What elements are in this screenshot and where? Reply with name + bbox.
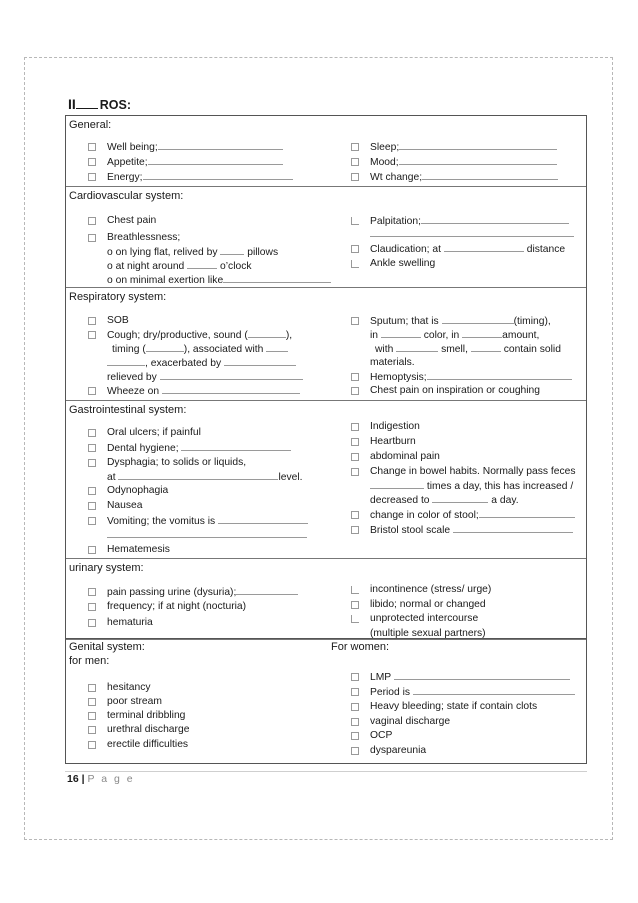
checkbox[interactable] [351, 511, 359, 519]
checkbox[interactable] [351, 747, 359, 755]
item-label: erectile difficulties [107, 739, 189, 750]
checkbox[interactable] [88, 684, 96, 692]
sub-item-text: smell, [441, 344, 468, 355]
item-label: Oral ulcers; if painful [107, 427, 201, 438]
item-label: Heartburn [370, 436, 416, 447]
checkbox[interactable] [88, 517, 96, 525]
sub-item-text: decreased to [370, 495, 430, 506]
fill-blank[interactable] [187, 259, 217, 269]
item-label: Mood; [370, 157, 399, 168]
sub-item-text: pillows [247, 247, 279, 258]
fill-blank[interactable] [479, 508, 575, 518]
item-label: hematuria [107, 617, 153, 628]
sub-item-text: at [107, 472, 116, 483]
checkbox[interactable] [88, 143, 96, 151]
sub-item-text: , exacerbated by [145, 358, 222, 369]
sub-item [107, 370, 303, 385]
item-label: dyspareunia [370, 745, 427, 756]
checkbox[interactable] [88, 173, 96, 181]
checkbox[interactable] [351, 423, 359, 431]
checkbox[interactable] [88, 459, 96, 467]
fill-blank[interactable] [453, 523, 573, 533]
ros-form-table [65, 115, 587, 640]
checkbox[interactable] [88, 234, 96, 242]
fill-blank[interactable] [471, 342, 501, 352]
checkbox[interactable] [351, 373, 359, 381]
fill-blank[interactable] [421, 214, 569, 224]
sub-item-text: amount, [502, 330, 540, 341]
section-subtitle: for men: [69, 655, 110, 667]
fill-blank[interactable] [370, 227, 574, 237]
fill-blank[interactable] [148, 155, 283, 165]
sub-item-text: with [375, 344, 394, 355]
fill-blank[interactable] [413, 685, 575, 695]
sub-item-text: a day. [491, 495, 519, 506]
item-label: hesitancy [107, 682, 151, 693]
fill-blank[interactable] [146, 342, 184, 352]
item-label: Well being; [107, 142, 158, 153]
checkbox[interactable] [351, 173, 359, 181]
fill-blank[interactable] [381, 328, 421, 338]
fill-blank[interactable] [432, 493, 488, 503]
checkbox[interactable] [88, 726, 96, 734]
item-label: change in color of stool; [370, 510, 479, 521]
fill-blank[interactable] [442, 314, 514, 324]
checkbox[interactable] [88, 217, 96, 225]
sub-item-text: relieved by [107, 372, 157, 383]
checkbox[interactable] [88, 158, 96, 166]
sub-item-text: o on lying flat, relived by [107, 247, 218, 258]
fill-blank[interactable] [220, 245, 244, 255]
sub-item-text: times a day, this has increased / [426, 481, 574, 492]
checkbox[interactable] [351, 586, 359, 594]
sub-item-text: level. [278, 472, 303, 483]
fill-blank[interactable] [444, 242, 524, 252]
section-title: Genital system: [69, 641, 145, 653]
sub-item: (multiple sexual partners) [370, 628, 486, 639]
item-label: Palpitation; [370, 216, 421, 227]
heading-blank[interactable] [76, 96, 98, 109]
fill-blank[interactable] [370, 479, 424, 489]
item-label: Dysphagia; to solids or liquids, [107, 457, 247, 468]
item-label: terminal dribbling [107, 710, 186, 721]
sub-item-text: o on minimal exertion like [107, 275, 224, 286]
item-label: OCP [370, 730, 393, 741]
sub-item [107, 273, 331, 288]
checkbox[interactable] [88, 546, 96, 554]
item-label: ), [285, 330, 293, 341]
item-label: Wheeze on [107, 386, 160, 397]
genital-table [65, 638, 587, 764]
fill-blank[interactable] [218, 514, 308, 524]
fill-blank[interactable] [181, 441, 291, 451]
item-label: unprotected intercourse [370, 613, 479, 624]
checkbox[interactable] [88, 444, 96, 452]
continuation-line[interactable] [370, 227, 574, 242]
item-label: Vomiting; the vomitus is [107, 516, 216, 527]
item-label: Ankle swelling [370, 258, 436, 269]
checkbox[interactable] [88, 331, 96, 339]
checkbox[interactable] [351, 673, 359, 681]
fill-blank[interactable] [248, 328, 286, 338]
sub-item [107, 470, 303, 485]
checkbox[interactable] [88, 603, 96, 611]
section-urinary [66, 558, 586, 639]
item-label: LMP [370, 672, 391, 683]
sub-item-text: in [370, 330, 379, 341]
sub-item-text: ), associated with [183, 344, 264, 355]
checkbox[interactable] [351, 438, 359, 446]
footer-separator: | [81, 773, 85, 785]
checkbox[interactable] [351, 718, 359, 726]
checkbox[interactable] [88, 317, 96, 325]
sub-item [370, 493, 519, 508]
fill-blank[interactable] [422, 170, 558, 180]
fill-blank[interactable] [107, 356, 145, 366]
item-label: Nausea [107, 500, 143, 511]
item-label: Cough; dry/productive, sound ( [107, 330, 248, 341]
fill-blank[interactable] [462, 328, 502, 338]
sub-item-text: o at night around [107, 261, 185, 272]
heading-title: ROS: [99, 98, 132, 112]
fill-blank[interactable] [143, 170, 293, 180]
item-label: poor stream [107, 696, 162, 707]
checkbox[interactable] [88, 429, 96, 437]
checkbox[interactable] [351, 387, 359, 395]
fill-blank[interactable] [396, 342, 438, 352]
sub-item: materials. [370, 357, 415, 368]
item-label: abdominal pain [370, 451, 440, 462]
item-label: incontinence (stress/ urge) [370, 584, 492, 595]
checkbox[interactable] [351, 245, 359, 253]
fill-blank[interactable] [223, 273, 331, 283]
checkbox[interactable] [351, 158, 359, 166]
checkbox[interactable] [88, 741, 96, 749]
item-label: vaginal discharge [370, 716, 451, 727]
checkbox[interactable] [351, 453, 359, 461]
checkbox[interactable] [351, 601, 359, 609]
item-label: SOB [107, 315, 129, 326]
item-label: urethral discharge [107, 724, 190, 735]
item-label: pain passing urine (dysuria); [107, 587, 237, 598]
checkbox[interactable] [88, 487, 96, 495]
fill-blank[interactable] [107, 528, 307, 538]
item-label: Odynophagia [107, 485, 169, 496]
sub-item-text: timing ( [112, 344, 146, 355]
section-gastrointestinal [66, 400, 586, 558]
item-label: Hematemesis [107, 544, 170, 555]
fill-blank[interactable] [160, 370, 303, 380]
item-label: Breathlessness; [107, 232, 181, 243]
section-title: Respiratory system: [69, 291, 167, 303]
sub-item [375, 342, 561, 357]
fill-blank[interactable] [394, 670, 570, 680]
item-label: Claudication; at [370, 244, 441, 255]
item-label: Sleep; [370, 142, 400, 153]
sub-item-text: o’clock [220, 261, 252, 272]
sub-item [107, 356, 296, 371]
item-label: Heavy bleeding; state if contain clots [370, 701, 538, 712]
sub-item-text: contain solid [503, 344, 561, 355]
item-label: Wt change; [370, 172, 423, 183]
page-label: P a g e [87, 773, 135, 785]
item-label: (timing), [513, 316, 551, 327]
page-heading [68, 96, 131, 112]
checkbox[interactable] [351, 317, 359, 325]
fill-blank[interactable] [224, 356, 296, 366]
checkbox[interactable] [351, 143, 359, 151]
sub-item [107, 259, 252, 274]
item-label: frequency; if at night (nocturia) [107, 601, 247, 612]
sub-item [112, 342, 288, 357]
item-label: distance [526, 244, 566, 255]
footer-divider [65, 771, 587, 772]
section-title: urinary system: [69, 562, 144, 574]
item-label: Bristol stool scale [370, 525, 451, 536]
checkbox[interactable] [88, 698, 96, 706]
checkbox[interactable] [351, 732, 359, 740]
section-title: Gastrointestinal system: [69, 404, 187, 416]
fill-blank[interactable] [236, 585, 298, 595]
checkbox[interactable] [351, 217, 359, 225]
fill-blank[interactable] [266, 342, 288, 352]
section-title: Cardiovascular system: [69, 190, 184, 202]
section-subtitle: For women: [331, 641, 390, 653]
item-label: Indigestion [370, 421, 420, 432]
item-label: Period is [370, 687, 411, 698]
item-label: Chest pain on inspiration or coughing [370, 385, 541, 396]
item-label: Chest pain [107, 215, 157, 226]
fill-blank[interactable] [158, 140, 283, 150]
checkbox[interactable] [351, 688, 359, 696]
fill-blank[interactable] [399, 140, 557, 150]
continuation-line[interactable] [107, 528, 307, 543]
item-label: Hemoptysis; [370, 372, 427, 383]
item-label: Appetite; [107, 157, 148, 168]
checkbox[interactable] [351, 526, 359, 534]
section-cardiovascular [66, 186, 586, 287]
checkbox[interactable] [351, 468, 359, 476]
page-footer [67, 773, 135, 785]
checkbox[interactable] [88, 712, 96, 720]
sub-item [370, 328, 539, 343]
sub-item-text: color, in [423, 330, 460, 341]
checkbox[interactable] [88, 387, 96, 395]
sub-item [370, 479, 573, 494]
item-label: Energy; [107, 172, 143, 183]
checkbox[interactable] [351, 260, 359, 268]
item-label: libido; normal or changed [370, 599, 486, 610]
fill-blank[interactable] [427, 370, 572, 380]
sub-item [107, 245, 278, 260]
page-number: 16 [67, 773, 79, 785]
item-label: Dental hygiene; [107, 443, 179, 454]
section-respiratory [66, 287, 586, 400]
section-title: General: [69, 119, 112, 131]
item-label: Sputum; that is [370, 316, 439, 327]
fill-blank[interactable] [118, 470, 278, 480]
checkbox[interactable] [88, 588, 96, 596]
fill-blank[interactable] [399, 155, 557, 165]
checkbox[interactable] [88, 619, 96, 627]
checkbox[interactable] [351, 615, 359, 623]
checkbox[interactable] [88, 502, 96, 510]
item-label: Change in bowel habits. Normally pass feces [370, 466, 576, 477]
checkbox[interactable] [351, 703, 359, 711]
section-general [66, 116, 586, 186]
heading-prefix: II [68, 96, 76, 112]
fill-blank[interactable] [162, 384, 300, 394]
